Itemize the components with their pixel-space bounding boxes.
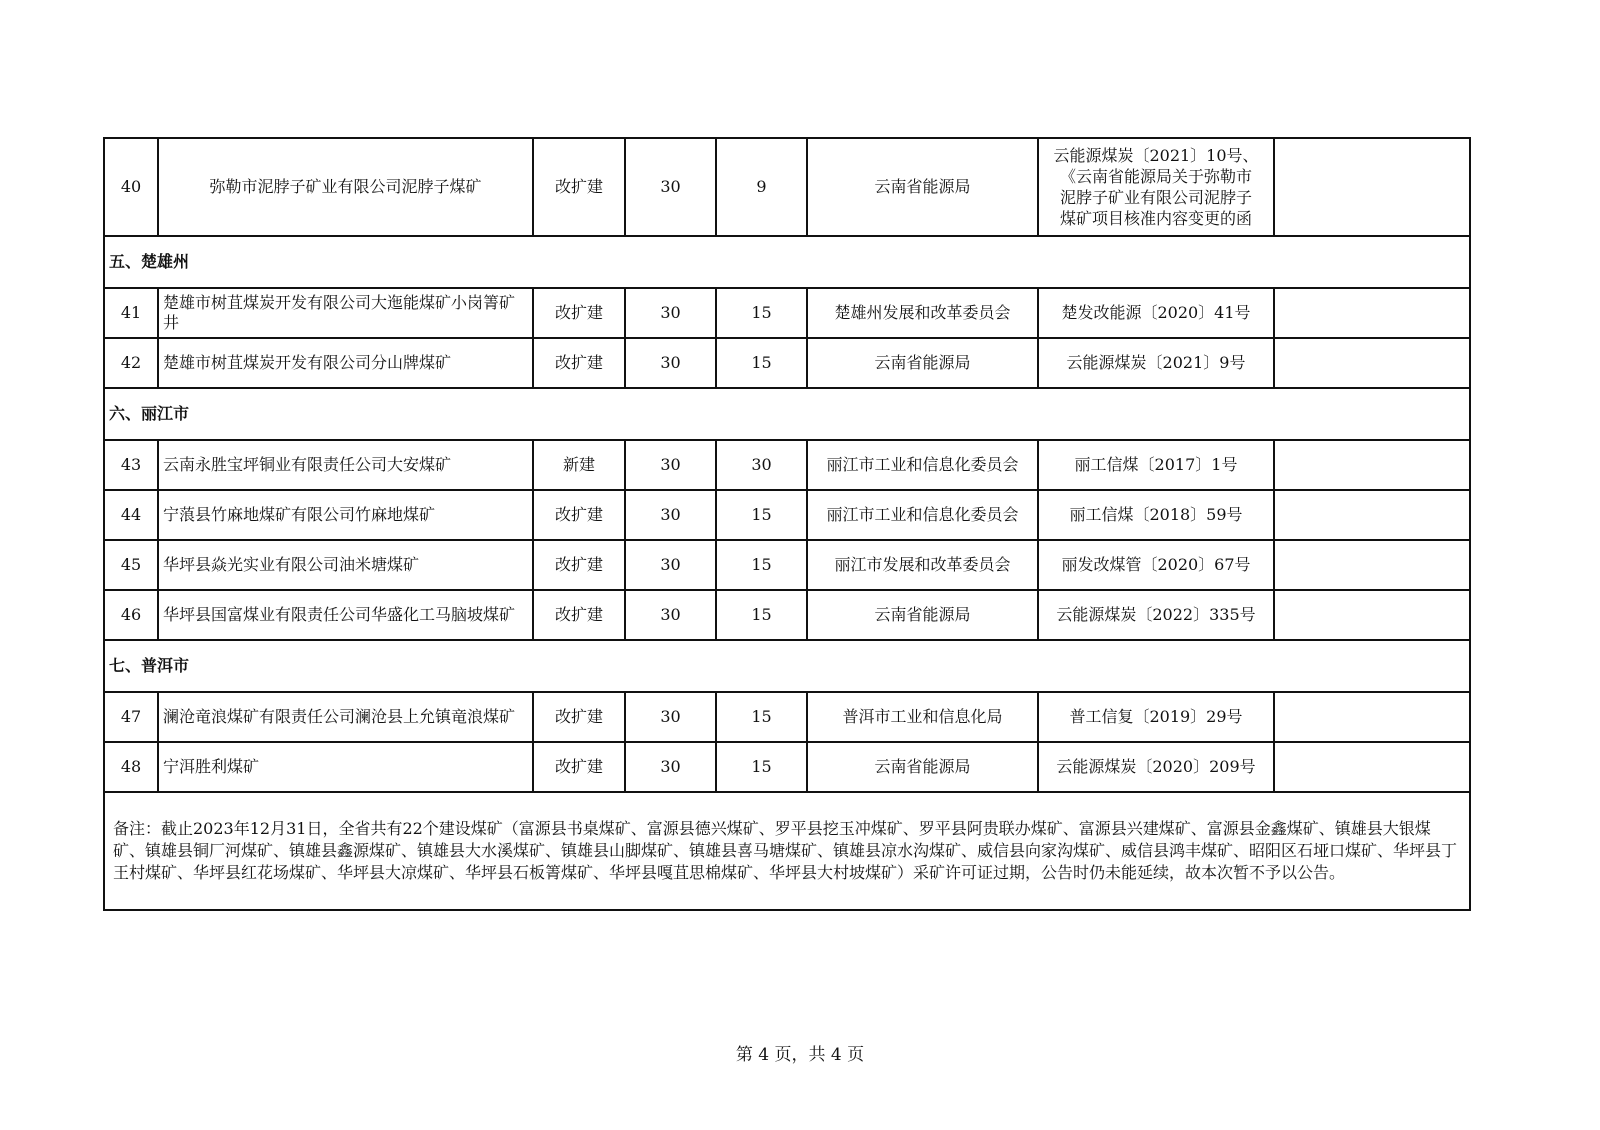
section-title: 七、普洱市 [104,640,1470,692]
row-number: 40 [104,138,158,236]
approval-document: 云能源煤炭〔2021〕9号 [1038,338,1274,388]
remark [1274,692,1470,742]
approval-document: 丽工信煤〔2017〕1号 [1038,440,1274,490]
construction-type: 改扩建 [533,692,625,742]
approval-authority: 丽江市工业和信息化委员会 [807,490,1038,540]
section-title: 五、楚雄州 [104,236,1470,288]
row-number: 43 [104,440,158,490]
table-row [104,338,1470,388]
mine-name: 云南永胜宝坪铜业有限责任公司大安煤矿 [158,440,533,490]
construction-period: 15 [716,338,807,388]
approval-authority: 云南省能源局 [807,742,1038,792]
mine-name: 宁洱胜利煤矿 [158,742,533,792]
row-number: 42 [104,338,158,388]
row-number: 41 [104,288,158,338]
approval-authority: 云南省能源局 [807,590,1038,640]
construction-type: 改扩建 [533,540,625,590]
construction-period: 15 [716,490,807,540]
approval-document-line: 煤矿项目核准内容变更的函 [1059,209,1252,228]
approval-authority: 丽江市工业和信息化委员会 [807,440,1038,490]
approval-document-line: 云能源煤炭〔2021〕10号、 [1053,146,1259,165]
table-row [104,692,1470,742]
construction-period: 9 [716,138,807,236]
approval-document-line: 泥脖子矿业有限公司泥脖子 [1059,188,1252,207]
approval-document [1038,138,1274,236]
section-title: 六、丽江市 [104,388,1470,440]
table-row [104,490,1470,540]
capacity: 30 [625,440,716,490]
coal-mine-table [103,137,1471,911]
capacity: 30 [625,742,716,792]
section-header [104,388,1470,440]
remark [1274,490,1470,540]
row-number: 45 [104,540,158,590]
construction-type: 改扩建 [533,590,625,640]
mine-name: 宁蒗县竹麻地煤矿有限公司竹麻地煤矿 [158,490,533,540]
approval-authority: 丽江市发展和改革委员会 [807,540,1038,590]
table-row [104,288,1470,338]
mine-name: 澜沧竜浪煤矿有限责任公司澜沧县上允镇竜浪煤矿 [158,692,533,742]
construction-type: 新建 [533,440,625,490]
section-header [104,236,1470,288]
capacity: 30 [625,540,716,590]
construction-type: 改扩建 [533,288,625,338]
approval-document: 丽工信煤〔2018〕59号 [1038,490,1274,540]
mine-name: 楚雄市树苴煤炭开发有限公司大迤能煤矿小岗箐矿井 [158,288,533,338]
table-row [104,590,1470,640]
approval-document: 云能源煤炭〔2020〕209号 [1038,742,1274,792]
capacity: 30 [625,490,716,540]
row-number: 46 [104,590,158,640]
approval-document-line: 《云南省能源局关于弥勒市 [1059,167,1252,186]
approval-document: 云能源煤炭〔2022〕335号 [1038,590,1274,640]
capacity: 30 [625,692,716,742]
construction-type: 改扩建 [533,338,625,388]
construction-type: 改扩建 [533,742,625,792]
construction-type: 改扩建 [533,138,625,236]
capacity: 30 [625,138,716,236]
table-row [104,138,1470,236]
construction-period: 15 [716,540,807,590]
approval-authority: 云南省能源局 [807,338,1038,388]
row-number: 48 [104,742,158,792]
capacity: 30 [625,338,716,388]
construction-period: 15 [716,288,807,338]
remark [1274,288,1470,338]
table-row [104,742,1470,792]
remark [1274,440,1470,490]
approval-authority: 云南省能源局 [807,138,1038,236]
approval-document: 丽发改煤管〔2020〕67号 [1038,540,1274,590]
construction-period: 15 [716,692,807,742]
construction-type: 改扩建 [533,490,625,540]
approval-document: 普工信复〔2019〕29号 [1038,692,1274,742]
mine-name: 华坪县国富煤业有限责任公司华盛化工马脑坡煤矿 [158,590,533,640]
capacity: 30 [625,590,716,640]
capacity: 30 [625,288,716,338]
approval-authority: 普洱市工业和信息化局 [807,692,1038,742]
remark [1274,338,1470,388]
remark [1274,590,1470,640]
remark [1274,540,1470,590]
approval-document: 楚发改能源〔2020〕41号 [1038,288,1274,338]
table-row [104,540,1470,590]
note-row [104,792,1470,910]
construction-period: 30 [716,440,807,490]
note-text: 备注：截止2023年12月31日，全省共有22个建设煤矿（富源县书桌煤矿、富源县德兴煤矿、罗平县挖玉冲煤矿、罗平县阿贵联办煤矿、富源县兴建煤矿、富源县金鑫煤矿、镇雄县大银煤矿、镇雄县铜厂河煤矿、镇雄县鑫源煤矿、镇雄县大水溪煤矿、镇雄县山脚煤矿、镇雄县喜马塘煤矿、镇雄县凉水沟煤矿、威信县向家沟煤矿、威信县鸿丰煤矿、昭阳区石垭口煤矿、华坪县丁王村煤矿、华坪县红花场煤矿、华坪县大凉煤矿、华坪县石板箐煤矿、华坪县嘎苴思棉煤矿、华坪县大村坡煤矿）采矿许可证过期，公告时仍未能延续，故本次暂不予以公告。 [104,792,1470,910]
approval-authority: 楚雄州发展和改革委员会 [807,288,1038,338]
page-footer: 第 4 页，共 4 页 [735,1045,865,1065]
table-row [104,440,1470,490]
row-number: 44 [104,490,158,540]
mine-name: 弥勒市泥脖子矿业有限公司泥脖子煤矿 [158,138,533,236]
row-number: 47 [104,692,158,742]
remark [1274,742,1470,792]
remark [1274,138,1470,236]
section-header [104,640,1470,692]
mine-name: 楚雄市树苴煤炭开发有限公司分山牌煤矿 [158,338,533,388]
construction-period: 15 [716,590,807,640]
mine-name: 华坪县焱光实业有限公司油米塘煤矿 [158,540,533,590]
construction-period: 15 [716,742,807,792]
